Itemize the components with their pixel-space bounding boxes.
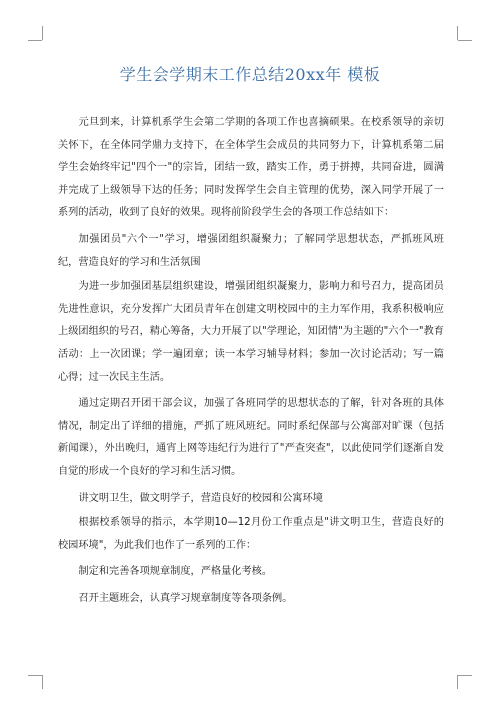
crop-mark-top-left-vertical [42,26,43,40]
crop-mark-top-right-vertical [457,26,458,40]
paragraph-work-focus: 根据校系领导的指示，本学期10—12月份工作重点是"讲文明卫生，营造良好的校园环境"，为此我们也作了一系列的工作： [58,517,444,551]
section-heading-civilization: 讲文明卫生，做文明学子，营造良好的校园和公寓环境 [78,492,323,504]
section-heading-league-study: 加强团员"六个一"学习，增强团组织凝聚力；了解同学思想状态，严抓班风班纪，营造良好的学习和生活氛围 [58,233,444,268]
paragraph-intro: 元旦到来，计算机系学生会第二学期的各项工作也喜摘硕果。在校系领导的亲切关怀下，在全体同学鼎力支持下，在全体学生会成员的共同努力下，计算机系第二届学生会始终牢记"四个一"的宗旨，团结一致，踏实工作，勇于拼搏，共同奋进，圆满并完成了上级领导下达的任务；同时发挥学生会自主管理的优势，深入同学开展了一系列的活动，收到了良好的效果。现将前阶段学生会的各项工作总结如下： [58,117,444,219]
crop-mark-bottom-right-horizontal [458,675,472,676]
paragraph-class-meeting: 召开主题班会，认真学习规章制度等各项条例。 [78,592,293,604]
crop-mark-bottom-left-horizontal [28,675,42,676]
crop-mark-top-left-horizontal [28,40,42,41]
crop-mark-bottom-right-vertical [457,675,458,689]
paragraph-six-ones: 为进一步加强团基层组织建设，增强团组织凝聚力，影响力和号召力，提高团员先进性意识，充分发挥广大团员青年在创建文明校园中的主力军作用，我系积极响应上级团组织的号召，精心筹备，大力开展了以"学理论，知团情"为主题的"六个一"教育活动：上一次团课；学一遍团章；读一本学习辅导材料；参加一次讨论活动；写一篇心得；过一次民主生活。 [58,281,444,383]
crop-mark-top-right-horizontal [458,40,472,41]
paragraph-rules: 制定和完善各项规章制度，严格量化考核。 [78,566,273,578]
document-title: 学生会学期末工作总结20xx年 模板 [119,65,381,84]
paragraph-cadre-meetings: 通过定期召开团干部会议，加强了各班同学的思想状态的了解，针对各班的具体情况，制定出了详细的措施，严抓了班风班纪。同时系纪保部与公寓部对旷课（包括新闻课），外出晚归，通宵上网等违纪行为进行了"严查突查"，以此使同学们逐渐自发自觉的形成一个良好的学习和生活习惯。 [58,398,444,477]
document-body [58,112,444,614]
crop-mark-bottom-left-vertical [42,675,43,689]
